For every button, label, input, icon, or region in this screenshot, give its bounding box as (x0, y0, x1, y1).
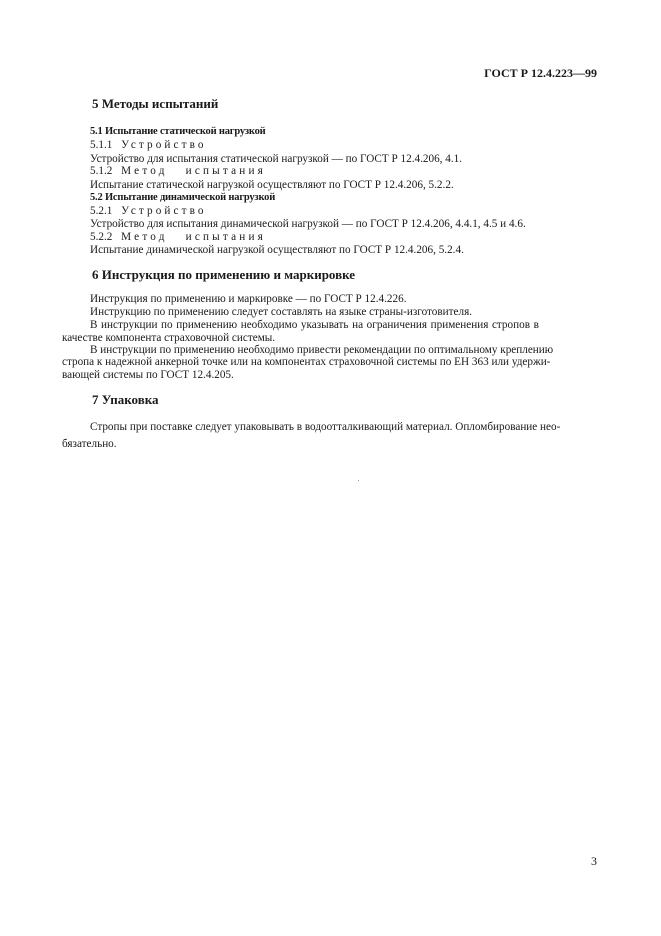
clause-number: 5.2.1 (90, 205, 113, 217)
subsection-5-1-heading: 5.1 Испытание статической нагрузкой (90, 126, 266, 137)
clause-number: 5.1.2 (90, 165, 113, 177)
section-6-paragraph-4-line-2: стропа к надежной анкерной точке или на компонентах страховочной системы по ЕН 363 или удержи- (62, 356, 551, 368)
section-6-paragraph-4-line-3: вающей системы по ГОСТ 12.4.205. (62, 369, 234, 381)
clause-number: 5.2.2 (90, 231, 113, 243)
clause-5-2-1 (90, 205, 207, 217)
clause-number: 5.1.1 (90, 139, 113, 151)
clause-label: Метод испытания (121, 165, 267, 177)
section-6-paragraph-2: Инструкцию по применению следует составлять на языке страны-изготовителя. (90, 306, 473, 318)
section-6-paragraph-3-line-1: В инструкции по применению необходимо указывать на ограничения применения стропов в (90, 319, 539, 331)
section-7-paragraph-line-1: Стропы при поставке следует упаковывать в водоотталкивающий материал. Опломбирование нео- (90, 421, 561, 433)
subsection-5-2-heading: 5.2 Испытание динамической нагрузкой (90, 192, 276, 203)
clause-5-1-2 (90, 165, 266, 177)
section-6-paragraph-1: Инструкция по применению и маркировке — по ГОСТ Р 12.4.226. (90, 293, 407, 305)
section-6-heading: 6 Инструкция по применению и маркировке (92, 267, 356, 282)
clause-5-2-2-text: Испытание динамической нагрузкой осуществляют по ГОСТ Р 12.4.206, 5.2.4. (90, 244, 464, 256)
scan-speck (358, 480, 359, 481)
clause-5-1-2-text: Испытание статической нагрузкой осуществляют по ГОСТ Р 12.4.206, 5.2.2. (90, 179, 454, 191)
clause-5-1-1-text: Устройство для испытания статической нагрузкой — по ГОСТ Р 12.4.206, 4.1. (90, 153, 463, 165)
clause-5-2-2 (90, 231, 266, 243)
page-number: 3 (591, 854, 597, 868)
clause-5-2-1-text: Устройство для испытания динамической нагрузкой — по ГОСТ Р 12.4.206, 4.4.1, 4.5 и 4.6. (90, 218, 526, 230)
section-7-paragraph-line-2: бязательно. (62, 438, 117, 450)
section-6-paragraph-4-line-1: В инструкции по применению необходимо привести рекомендации по оптимальному креплению (90, 344, 554, 356)
section-5-heading: 5 Методы испытаний (92, 96, 219, 111)
clause-5-1-1 (90, 139, 207, 151)
clause-label: Устройство (121, 139, 207, 151)
clause-label: Метод испытания (121, 231, 267, 243)
section-6-paragraph-3-line-2: качестве компонента страховочной системы. (62, 332, 276, 344)
standard-code-header: ГОСТ Р 12.4.223—99 (484, 66, 597, 80)
section-7-heading: 7 Упаковка (92, 392, 159, 407)
clause-label: Устройство (121, 205, 207, 217)
